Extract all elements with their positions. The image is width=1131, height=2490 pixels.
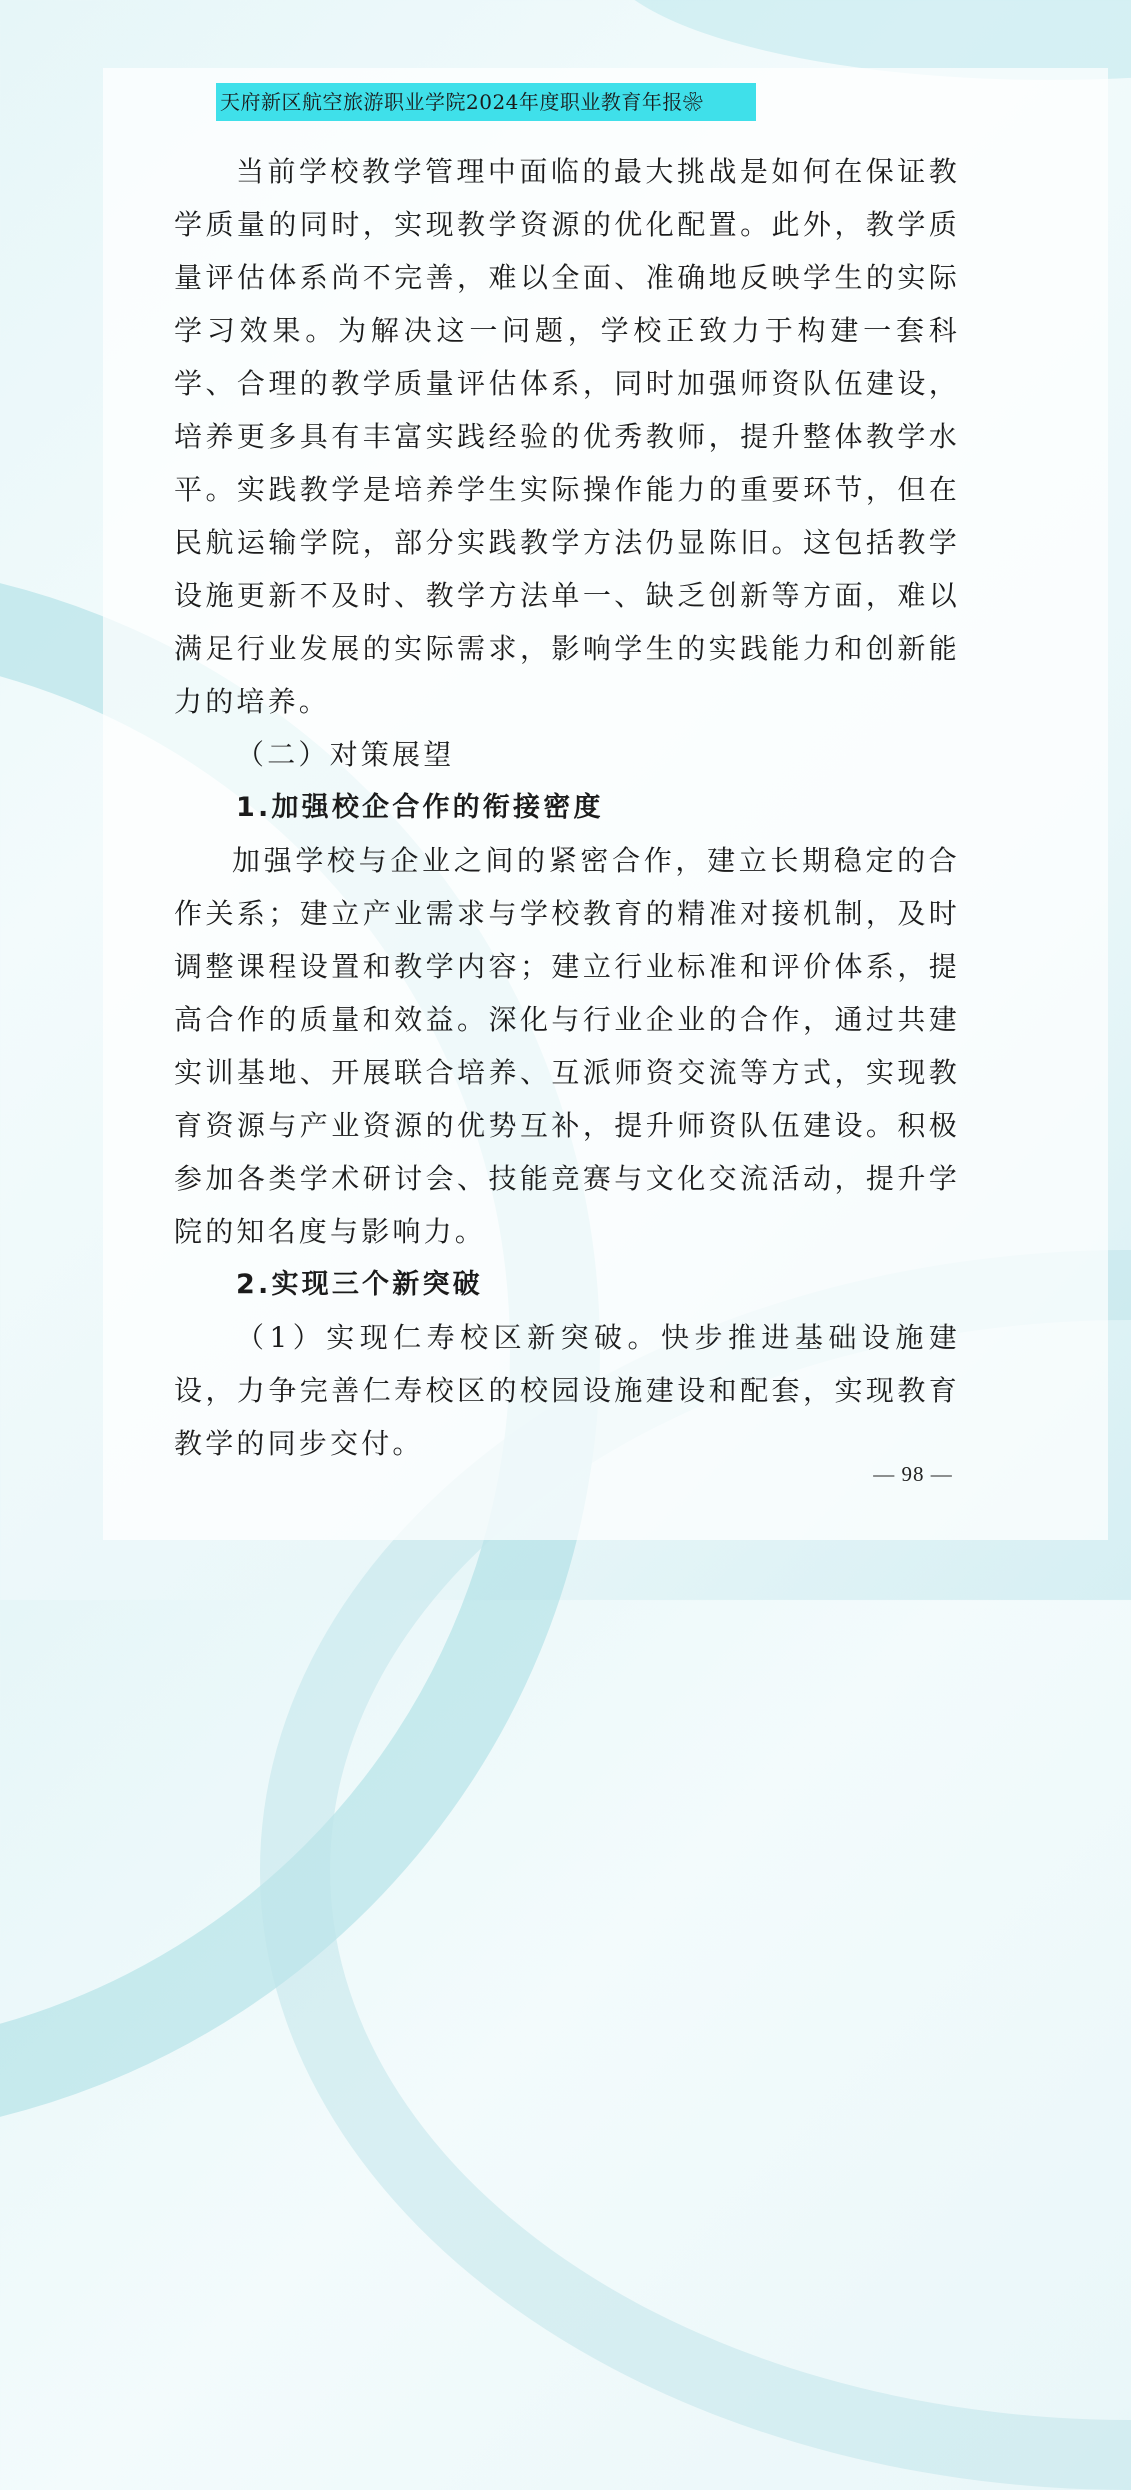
page-number: — 98 — <box>873 1462 953 1486</box>
document-body <box>174 145 960 1470</box>
paragraph-cooperation: 加强学校与企业之间的紧密合作，建立长期稳定的合作关系；建立产业需求与学校教育的精准对接机制，及时调整课程设置和教学内容；建立行业标准和评价体系，提高合作的质量和效益。深化与行业企业的合作，通过共建实训基地、开展联合培养、互派师资交流等方式，实现教育资源与产业资源的优势互补，提升师资队伍建设。积极参加各类学术研讨会、技能竞赛与文化交流活动，提升学院的知名度与影响力。 <box>174 844 960 1248</box>
heading-three-breakthroughs: 2.实现三个新突破 <box>236 1269 483 1300</box>
paragraph-renshou-campus: （1）实现仁寿校区新突破。快步推进基础设施建设，力争完善仁寿校区的校园设施建设和配套，实现教育教学的同步交付。 <box>174 1321 960 1460</box>
paragraph-challenges: 当前学校教学管理中面临的最大挑战是如何在保证教学质量的同时，实现教学资源的优化配置。此外，教学质量评估体系尚不完善，难以全面、准确地反映学生的实际学习效果。为解决这一问题，学校正致力于构建一套科学、合理的教学质量评估体系，同时加强师资队伍建设，培养更多具有丰富实践经验的优秀教师，提升整体教学水平。实践教学是培养学生实际操作能力的重要环节，但在民航运输学院，部分实践教学方法仍显陈旧。这包括教学设施更新不及时、教学方法单一、缺乏创新等方面，难以满足行业发展的实际需求，影响学生的实践能力和创新能力的培养。 <box>174 155 960 718</box>
heading-school-enterprise: 1.加强校企合作的衔接密度 <box>236 792 604 823</box>
report-header-banner: 天府新区航空旅游职业学院2024年度职业教育年报❀ <box>216 83 756 121</box>
section-title: （二）对策展望 <box>236 738 455 771</box>
